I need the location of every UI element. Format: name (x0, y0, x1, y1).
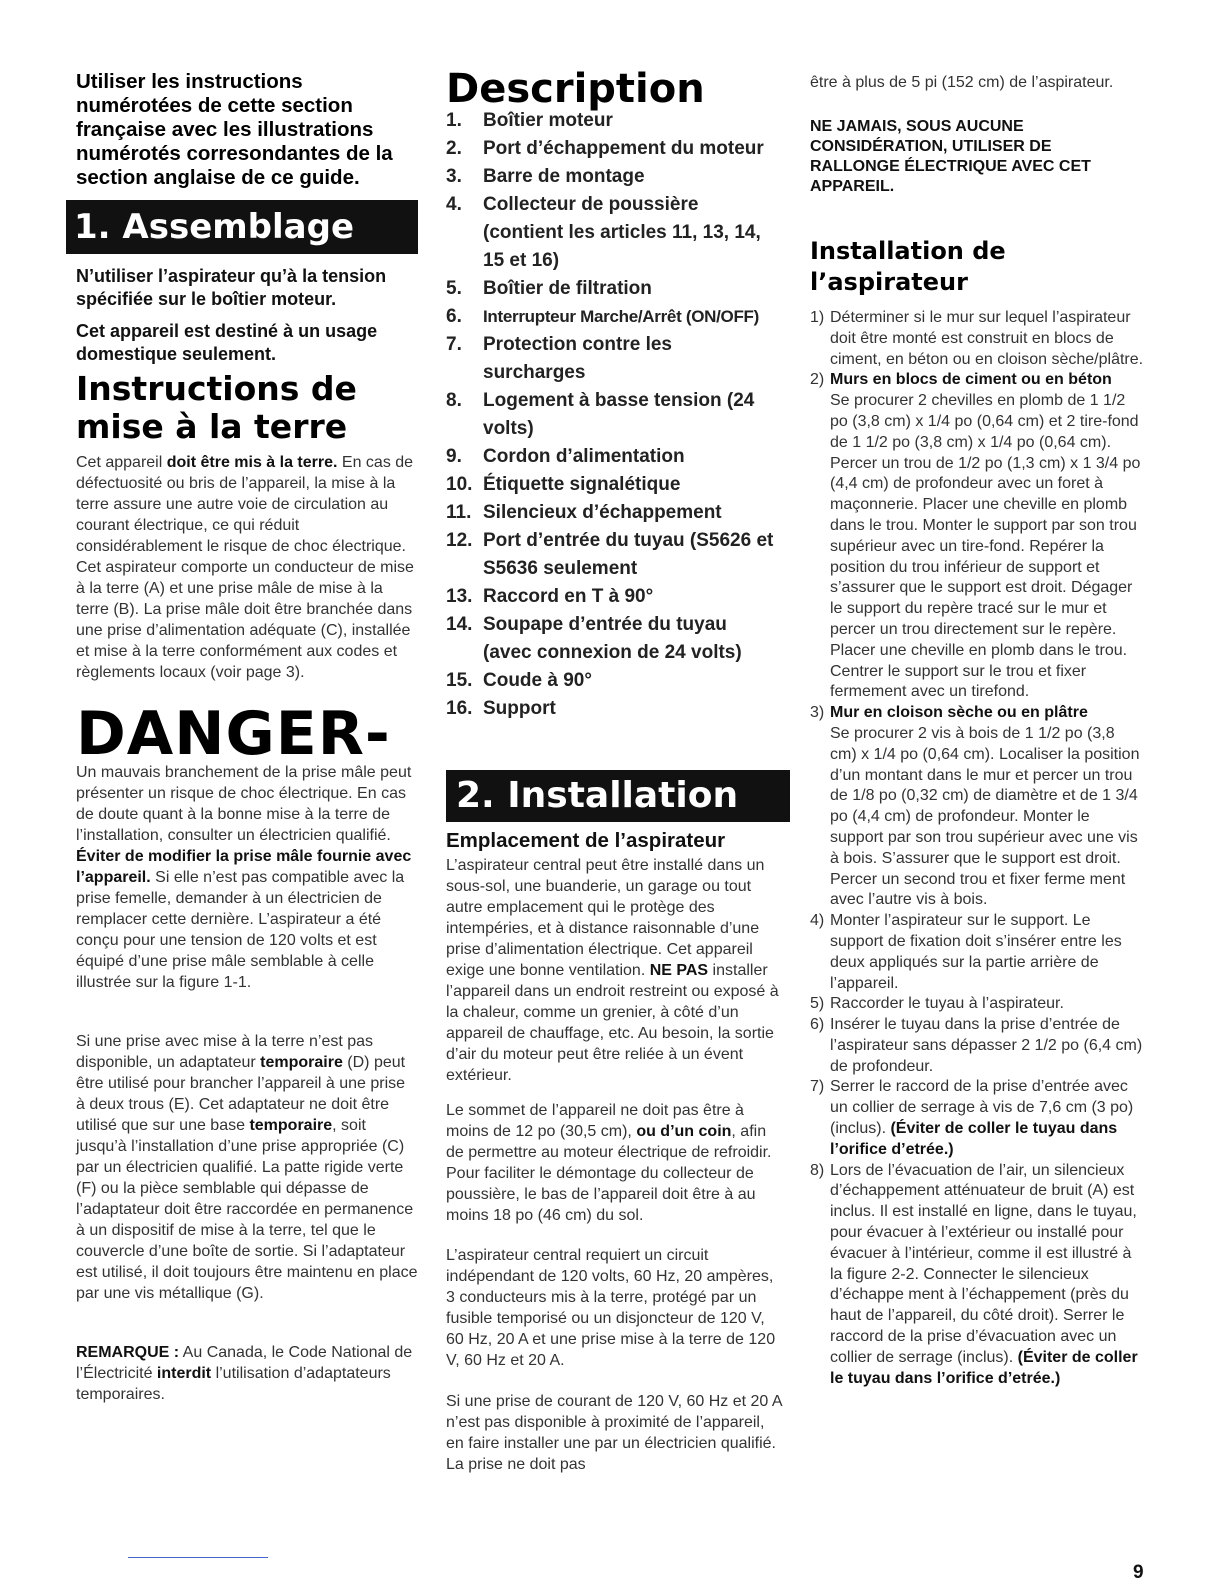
installation-step-number: 3) (810, 704, 825, 722)
installation-step-text: Se procurer 2 chevilles en plomb de 1 1/2 po (3,8 cm) x 1/4 po (0,64 cm) et 2 tire-fond de 1 1/2 po (3,8 cm) x 1/4 po (0,64 cm). Percer un trou de 1/2 po (1,3 cm) x 1 3/4 po (4,4 cm) de profondeur avec un foret à maçonnerie. Placer une cheville en plomb dans le trou. Monter le support par son trou supérieur avec un tire-fond. Repérer la position du trou inférieur de support et s’assurer que le support est droit. Dégager le support du repère tracé sur le mur et percer un trou directement sur le repère. Placer une cheville en plomb dans le trou. Centrer le support sur le trou et fixer fermement avec un tirefond. (830, 392, 1141, 701)
installation-step-text: Déterminer si le mur sur lequel l’aspirateur doit être monté est construit en blocs de ciment, en béton ou en cloison sèche/plâtre. (830, 309, 1144, 368)
description-item-number: 12. (446, 530, 473, 551)
description-item-text: Soupape d’entrée du tuyau (avec connexion de 24 volts) (483, 614, 742, 663)
description-item-text: Cordon d’alimentation (483, 446, 685, 467)
description-item (446, 527, 776, 583)
installation-heading: Installation de l’aspirateur (810, 237, 1006, 296)
description-item-number: 10. (446, 474, 473, 495)
danger-heading: DANGER- (76, 699, 391, 769)
installation-band (446, 770, 790, 822)
description-item (446, 499, 776, 527)
description-item-number: 3. (446, 166, 462, 187)
description-item-number: 2. (446, 138, 462, 159)
installation-band-title: 2. Installation (456, 775, 739, 816)
description-item (446, 107, 776, 135)
description-item (446, 667, 776, 695)
installation-step (810, 308, 1144, 370)
description-item (446, 471, 776, 499)
description-item-number: 5. (446, 278, 462, 299)
description-item-number: 14. (446, 614, 473, 635)
installation-step (810, 911, 1144, 994)
description-item-number: 13. (446, 586, 473, 607)
installation-step-heading: Murs en blocs de ciment ou en béton (830, 371, 1112, 389)
intro-note: Utiliser les instructions numérotées de cette section française avec les illustrations numérotés corresondantes de la section anglaise de ce guide. (76, 70, 393, 189)
installation-step-text: Raccorder le tuyau à l’aspirateur. (830, 995, 1064, 1013)
danger-paragraph-1: Un mauvais branchement de la prise mâle peut présenter un risque de choc électrique. En cas de doute quant à la bonne mise à la terre de l’installation, consulter un électricien qualifié. Éviter de modifier la prise mâle fournie avec l’appareil. Si elle n’est pas compatible avec la prise femelle, demander à un électricien de remplacer cette dernière. L’aspirateur a été conçu pour une tension de 120 volts et est équipé d’une prise mâle semblable à celle illustrée sur la figure 1-1. (76, 764, 412, 991)
assemblage-band-title: 1. Assemblage (74, 207, 355, 247)
description-item-number: 9. (446, 446, 462, 467)
installation-step-number: 8) (810, 1161, 825, 1179)
description-item-text: Coude à 90° (483, 670, 592, 691)
description-item (446, 583, 776, 611)
description-item-text: Étiquette signalétique (483, 474, 681, 495)
installation-step-number: 5) (810, 995, 825, 1013)
voltage-note: N’utiliser l’aspirateur qu’à la tension spécifiée sur le boîtier moteur. (76, 266, 387, 309)
assemblage-band (66, 200, 418, 254)
installation-step (810, 703, 1144, 911)
description-item-text: Protection contre les surcharges (483, 334, 672, 383)
description-item-number: 1. (446, 110, 462, 131)
installation-step-text: Monter l’aspirateur sur le support. Le support de fixation doit s’insérer entre les deux appliqués sur la partie arrière de l’appareil. (830, 912, 1122, 992)
installation-steps (810, 308, 1144, 1389)
location-subheading: Emplacement de l’aspirateur (446, 829, 726, 852)
footer-rule (128, 1557, 268, 1558)
installation-step-text: Serrer le raccord de la prise d’entrée avec un collier de serrage à vis de 7,6 cm (3 po) (inclus). (830, 1078, 1134, 1138)
description-item (446, 331, 776, 387)
description-item-text: Silencieux d’échappement (483, 502, 722, 523)
domestic-use-note: Cet appareil est destiné à un usage domestique seulement. (76, 321, 378, 364)
installation-step-number: 2) (810, 371, 825, 389)
description-item-text: Collecteur de poussière (contient les articles 11, 13, 14, 15 et 16) (483, 194, 761, 271)
description-item (446, 611, 776, 667)
description-item-number: 11. (446, 502, 472, 523)
description-item-text: Boîtier moteur (483, 110, 613, 131)
outlet-distance-text: être à plus de 5 pi (152 cm) de l’aspirateur. (810, 74, 1114, 91)
description-item (446, 135, 776, 163)
installation-step-heading: Mur en cloison sèche ou en plâtre (830, 704, 1088, 722)
description-item-text: Port d’entrée du tuyau (S5626 et S5636 seulement (483, 530, 774, 579)
installation-step-text: Lors de l’évacuation de l’air, un silencieux d’échappement atténuateur de bruit (A) est inclus. Il est installé en ligne, dans le tuyau, pour évacuer à l’extérieur ou installé pour évacuer à l’intérieur, comme il est illustré à la figure 2-2. Connecter le silencieux d’échappe ment à l’échappement (près du haut de l’appareil, du côté droit). Serrer le raccord de la prise d’évacuation avec un collier de serrage (inclus). (830, 1161, 1137, 1366)
description-item-text: Support (483, 698, 556, 719)
description-list (446, 107, 776, 723)
danger-paragraph-2: Si une prise avec mise à la terre n’est pas disponible, un adaptateur temporaire (D) peut être utilisé pour brancher l’appareil à une prise à deux trous (E). Cet adaptateur ne doit être utilisé que sur une base temporaire, soit jusqu’à l’installation d’une prise appropriée (C) par un électricien qualifié. La patte rigide verte (F) ou la pièce semblable qui dépasse de l’adaptateur doit être raccordée en permanence à un dispositif de mise à la terre, tel que le couvercle d’une boîte de sortie. Si l’adaptateur est utilisé, il doit toujours être maintenu en place par une vis métallique (G). (76, 1033, 418, 1302)
description-item (446, 163, 776, 191)
description-item-number: 4. (446, 194, 462, 215)
installation-step-number: 6) (810, 1016, 825, 1034)
installation-step (810, 370, 1144, 703)
description-item-number: 8. (446, 390, 462, 411)
installation-step (810, 1015, 1144, 1077)
description-item (446, 191, 776, 275)
installation-step-number: 1) (810, 309, 825, 326)
canada-remark: REMARQUE : Au Canada, le Code National de l’Électricité interdit l’utilisation d’adaptateurs temporaires. (76, 1344, 413, 1403)
description-item-number: 16. (446, 698, 473, 719)
extension-cord-warning: NE JAMAIS, SOUS AUCUNE CONSIDÉRATION, UTILISER DE RALLONGE ÉLECTRIQUE AVEC CET APPAREIL. (810, 118, 1091, 195)
installation-step-text: Se procurer 2 vis à bois de 1 1/2 po (3,8 cm) x 1/4 po (0,64 cm). Localiser la position d’un montant dans le mur et percer un trou de 1/8 po (0,32 cm) de diamètre et de 1 3/4 po (4,4 cm) de profondeur. Monter le support par son trou supérieur avec une vis à bois. S’assurer que le support est droit. Percer un second trou et fixer ferme ment avec l’autre vis à bois. (830, 724, 1140, 909)
description-item-text: Barre de montage (483, 166, 645, 187)
description-item-text: Logement à basse tension (24 volts) (483, 390, 755, 439)
description-item-text: Port d’échappement du moteur (483, 138, 764, 159)
installation-step-caution: (Éviter de coller le tuyau dans l’orifice d’etrée.) (830, 1348, 1138, 1387)
location-paragraph-3: L’aspirateur central requiert un circuit indépendant de 120 volts, 60 Hz, 20 ampères, 3 conducteurs mis à la terre, protégé par un fusible temporisé ou un disjoncteur de 120 V, 60 Hz, 20 A et une prise mise à la terre de 120 V, 60 Hz et 20 A. (446, 1247, 776, 1369)
grounding-heading: Instructions de mise à la terre (76, 369, 357, 446)
description-item-text: Interrupteur Marche/Arrêt (ON/OFF) (483, 307, 759, 326)
description-item-number: 6. (446, 306, 462, 327)
installation-step-caution: (Éviter de coller le tuyau dans l’orifice d’etrée.) (830, 1120, 1118, 1158)
description-heading: Description (446, 66, 705, 112)
description-item-text: Raccord en T à 90° (483, 586, 654, 607)
grounding-paragraph: Cet appareil doit être mis à la terre. En cas de défectuosité ou bris de l’appareil, la mise à la terre assure une autre voie de circulation au courant électrique, ce qui réduit considérablement le risque de choc électrique. Cet aspirateur comporte un conducteur de mise à la terre (A) et une prise mâle de mise à la terre (B). La prise mâle doit être branchée dans une prise d’alimentation adéquate (C), installée et mise à la terre conformément aux codes et règlements locaux (voir page 3). (76, 454, 414, 681)
description-item (446, 303, 776, 331)
installation-step-number: 4) (810, 912, 825, 930)
installation-step (810, 994, 1144, 1015)
description-item (446, 275, 776, 303)
location-paragraph-4: Si une prise de courant de 120 V, 60 Hz et 20 A n’est pas disponible à proximité de l’appareil, en faire installer une par un électricien qualifié. La prise ne doit pas (446, 1393, 782, 1473)
installation-step-text: Insérer le tuyau dans la prise d’entrée de l’aspirateur sans dépasser 2 1/2 po (6,4 cm) de profondeur. (830, 1016, 1143, 1075)
description-item (446, 387, 776, 443)
location-paragraph-2: Le sommet de l’appareil ne doit pas être à moins de 12 po (30,5 cm), ou d’un coin, afin de permettre au moteur électrique de refroidir. Pour faciliter le démontage du collecteur de poussière, le bas de l’appareil doit être à au moins 18 po (46 cm) du sol. (446, 1102, 772, 1224)
installation-step-number: 7) (810, 1078, 825, 1096)
description-item-text: Boîtier de filtration (483, 278, 652, 299)
installation-step (810, 1077, 1144, 1160)
location-paragraph-1: L’aspirateur central peut être installé dans un sous-sol, une buanderie, un garage ou tout autre emplacement qui le protège des intempéries, et à distance raisonnable d’une prise d’alimentation électrique. Cet appareil exige une bonne ventilation. NE PAS installer l’appareil dans un endroit restreint ou exposé à la chaleur, comme un grenier, à côté d’un appareil de chauffage, etc. Au besoin, la sortie d’air du moteur peut être reliée à un évent extérieur. (446, 857, 779, 1084)
description-item (446, 443, 776, 471)
description-item-number: 15. (446, 670, 473, 691)
description-item (446, 695, 776, 723)
installation-step (810, 1161, 1144, 1390)
page-number: 9 (1133, 1562, 1144, 1583)
description-item-number: 7. (446, 334, 462, 355)
